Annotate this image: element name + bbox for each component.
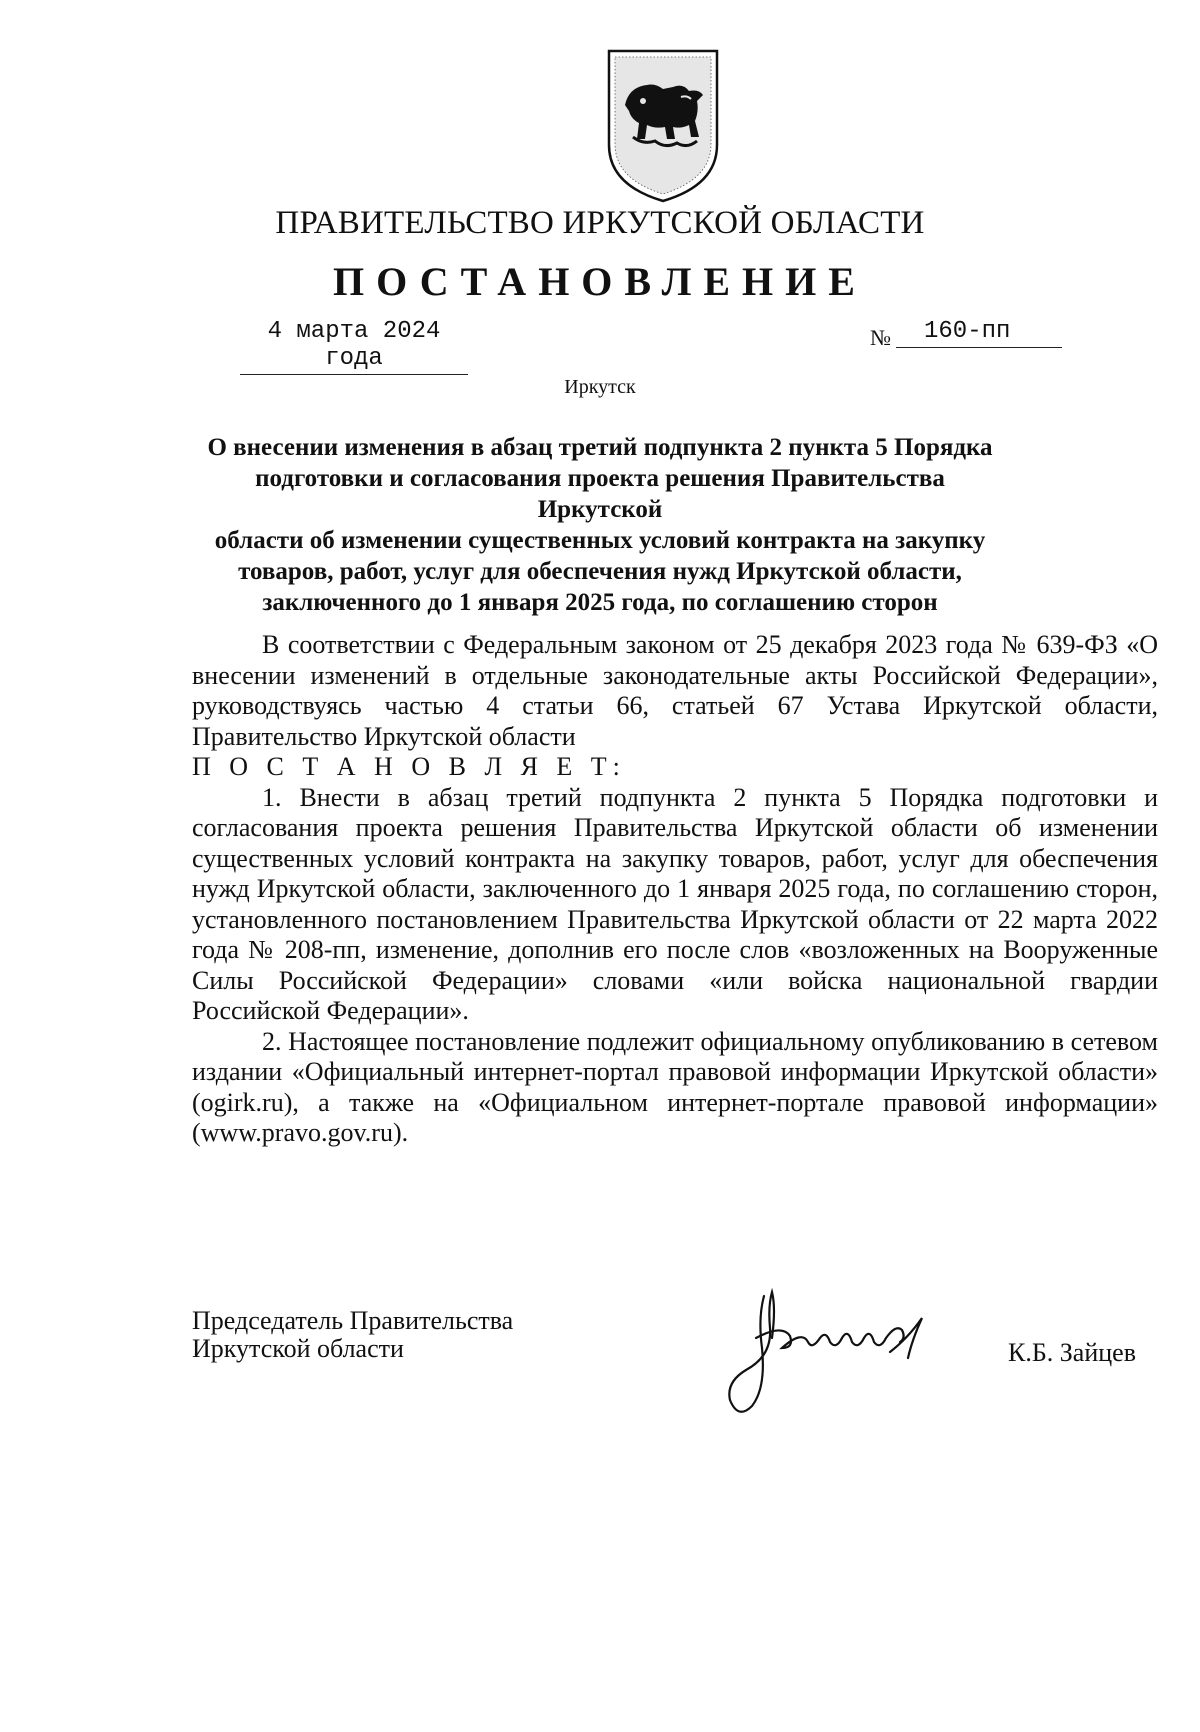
- document-date: 4 марта 2024 года: [240, 318, 468, 375]
- signatory-name: К.Б. Зайцев: [1008, 1338, 1136, 1367]
- government-name: ПРАВИТЕЛЬСТВО ИРКУТСКОЙ ОБЛАСТИ: [275, 205, 925, 241]
- document-body: [192, 630, 1158, 1149]
- position-line: Иркутской области: [192, 1334, 404, 1363]
- city: Иркутск: [564, 376, 636, 398]
- handwritten-signature: [712, 1278, 962, 1418]
- decree-word: П О С Т А Н О В Л Я Е Т:: [192, 752, 626, 781]
- item-2-paragraph: 2. Настоящее постановление подлежит официальному опубликованию в сетевом издании «Официальный интернет-портал правовой информации Иркутской области» (ogirk.ru), а также на «Официальном интернет-портале правовой информации» (www.pravo.gov.ru).: [192, 1026, 1158, 1147]
- number-mark: №: [870, 325, 891, 350]
- preamble-paragraph: В соответствии с Федеральным законом от 25 декабря 2023 года № 639-ФЗ «О внесении изменений в отдельные законодательные акты Российской Федерации», руководствуясь частью 4 статьи 66, статьей 67 Устава Иркутской области, Правительство Иркутской области: [192, 630, 1158, 751]
- document-title: [190, 432, 1010, 618]
- title-line: О внесении изменения в абзац третий подпункта 2 пункта 5 Порядка: [207, 434, 993, 461]
- document-kind: ПОСТАНОВЛЕНИЕ: [333, 259, 867, 304]
- title-line: товаров, работ, услуг для обеспечения нужд Иркутской области,: [238, 558, 962, 585]
- title-line: области об изменении существенных условий контракта на закупку: [214, 527, 986, 554]
- document-number: 160-пп: [896, 318, 1062, 348]
- position-line: Председатель Правительства: [192, 1306, 514, 1335]
- title-line: подготовки и согласования проекта решения Правительства Иркутской: [255, 465, 945, 523]
- title-line: заключенного до 1 января 2025 года, по соглашению сторон: [262, 589, 938, 616]
- irkutsk-coat-of-arms-icon: [603, 45, 723, 205]
- signatory-position: [192, 1307, 513, 1363]
- item-1-paragraph: 1. Внести в абзац третий подпункта 2 пункта 5 Порядка подготовки и согласования проекта решения Правительства Иркутской области об изменении существенных условий контракта на закупку товаров, работ, услуг для обеспечения нужд Иркутской области, заключенного до 1 января 2025 года, по соглашению сторон, установленного постановлением Правительства Иркутской области от 22 марта 2022 года № 208-пп, изменение, дополнив его после слов «возложенных на Вооруженные Силы Российской Федерации» словами «или войска национальной гвардии Российской Федерации».: [192, 782, 1158, 1025]
